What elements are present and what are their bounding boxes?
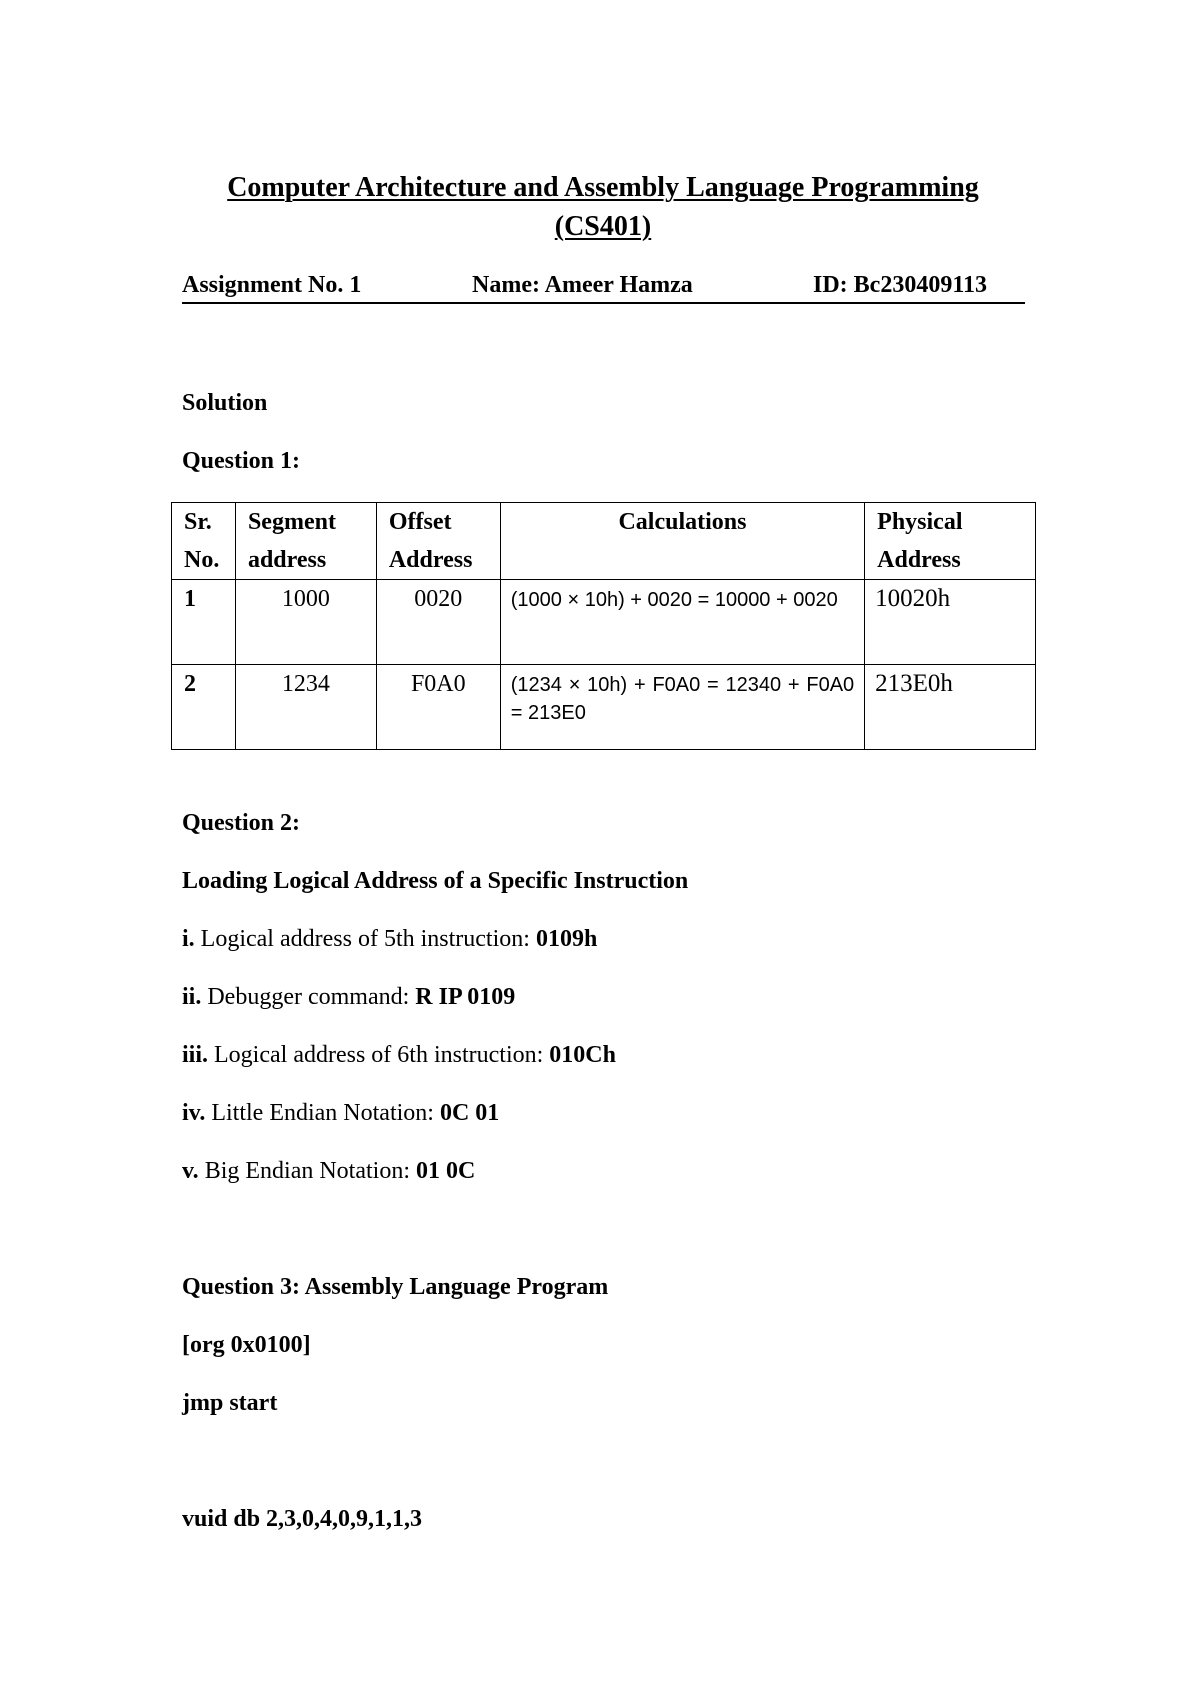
student-name: Name: Ameer Hamza [472,272,693,298]
answer-label: iii. [182,1042,209,1068]
cell-segment [235,580,376,665]
assignment-number: Assignment No. 1 [182,272,362,298]
header-label: Offset [388,509,452,535]
code-line: vuid db 2,3,0,4,0,9,1,1,3 [182,1506,423,1532]
address-calculation-table [171,502,1036,750]
cell-text: 1 [184,586,196,612]
question3-heading: Question 3: Assembly Language Program [182,1274,609,1300]
answer-value: 01 0C [416,1158,476,1184]
table-row [172,580,1036,665]
cell-sr [172,665,236,750]
cell-offset [376,665,500,750]
answer-value: 0109h [535,926,598,952]
answer-line [182,1042,616,1069]
answer-line [182,926,597,953]
header-sr-no [172,503,236,580]
answer-line [182,984,515,1011]
answer-label: v. [182,1158,199,1184]
header-label: Address [388,547,473,573]
cell-text: 1234 [281,671,330,697]
header-label: Address [877,547,961,573]
question2-subheading: Loading Logical Address of a Specific Instruction [182,868,689,894]
header-label: Calculations [618,509,747,535]
answer-text: Little Endian Notation: [211,1100,434,1126]
header-label: Sr. [184,509,212,535]
answer-line [182,1100,499,1127]
question1-heading: Question 1: [182,448,301,474]
cell-text: 0020 [414,586,463,612]
cell-text: (1000 × 10h) + 0020 = 10000 + 0020 [510,589,838,611]
answer-text: Logical address of 5th instruction: [200,926,530,952]
cell-text: 2 [184,671,196,697]
cell-text: F0A0 [410,671,466,697]
cell-sr [172,580,236,665]
header-label: Segment [247,509,336,535]
cell-physical [865,665,1036,750]
assignment-header [182,272,1025,304]
table-header-row [172,503,1036,580]
header-label: Physical [877,509,963,535]
answer-text: Debugger command: [207,984,410,1010]
header-segment-address [235,503,376,580]
header-label: No. [184,547,220,573]
answer-line [182,1158,475,1185]
header-label: address [247,547,327,573]
solution-heading: Solution [182,390,268,416]
answer-label: i. [182,926,195,952]
answer-label: ii. [182,984,202,1010]
cell-calculation [500,665,864,750]
cell-text: (1234 × 10h) + F0A0 = 12340 + F0A0 = 213E0 [510,674,855,724]
answer-value: 0C 01 [439,1100,500,1126]
header-calculations [500,503,864,580]
course-code: (CS401) [554,211,652,242]
cell-text: 213E0h [875,670,953,697]
cell-text: 1000 [281,586,330,612]
answer-text: Logical address of 6th instruction: [214,1042,544,1068]
header-physical-address [865,503,1036,580]
cell-segment [235,665,376,750]
code-line: [org 0x0100] [182,1332,311,1358]
question2-heading: Question 2: [182,810,301,836]
answer-value: 010Ch [549,1042,616,1068]
cell-offset [376,580,500,665]
table-row [172,665,1036,750]
student-id: ID: Bc230409113 [813,272,987,298]
cell-calculation [500,580,864,665]
cell-physical [865,580,1036,665]
header-offset-address [376,503,500,580]
document-title: Computer Architecture and Assembly Language Programming [227,172,979,203]
answer-text: Big Endian Notation: [204,1158,410,1184]
code-line: jmp start [182,1390,278,1416]
answer-value: R IP 0109 [415,984,516,1010]
cell-text: 10020h [875,585,951,612]
answer-label: iv. [182,1100,206,1126]
